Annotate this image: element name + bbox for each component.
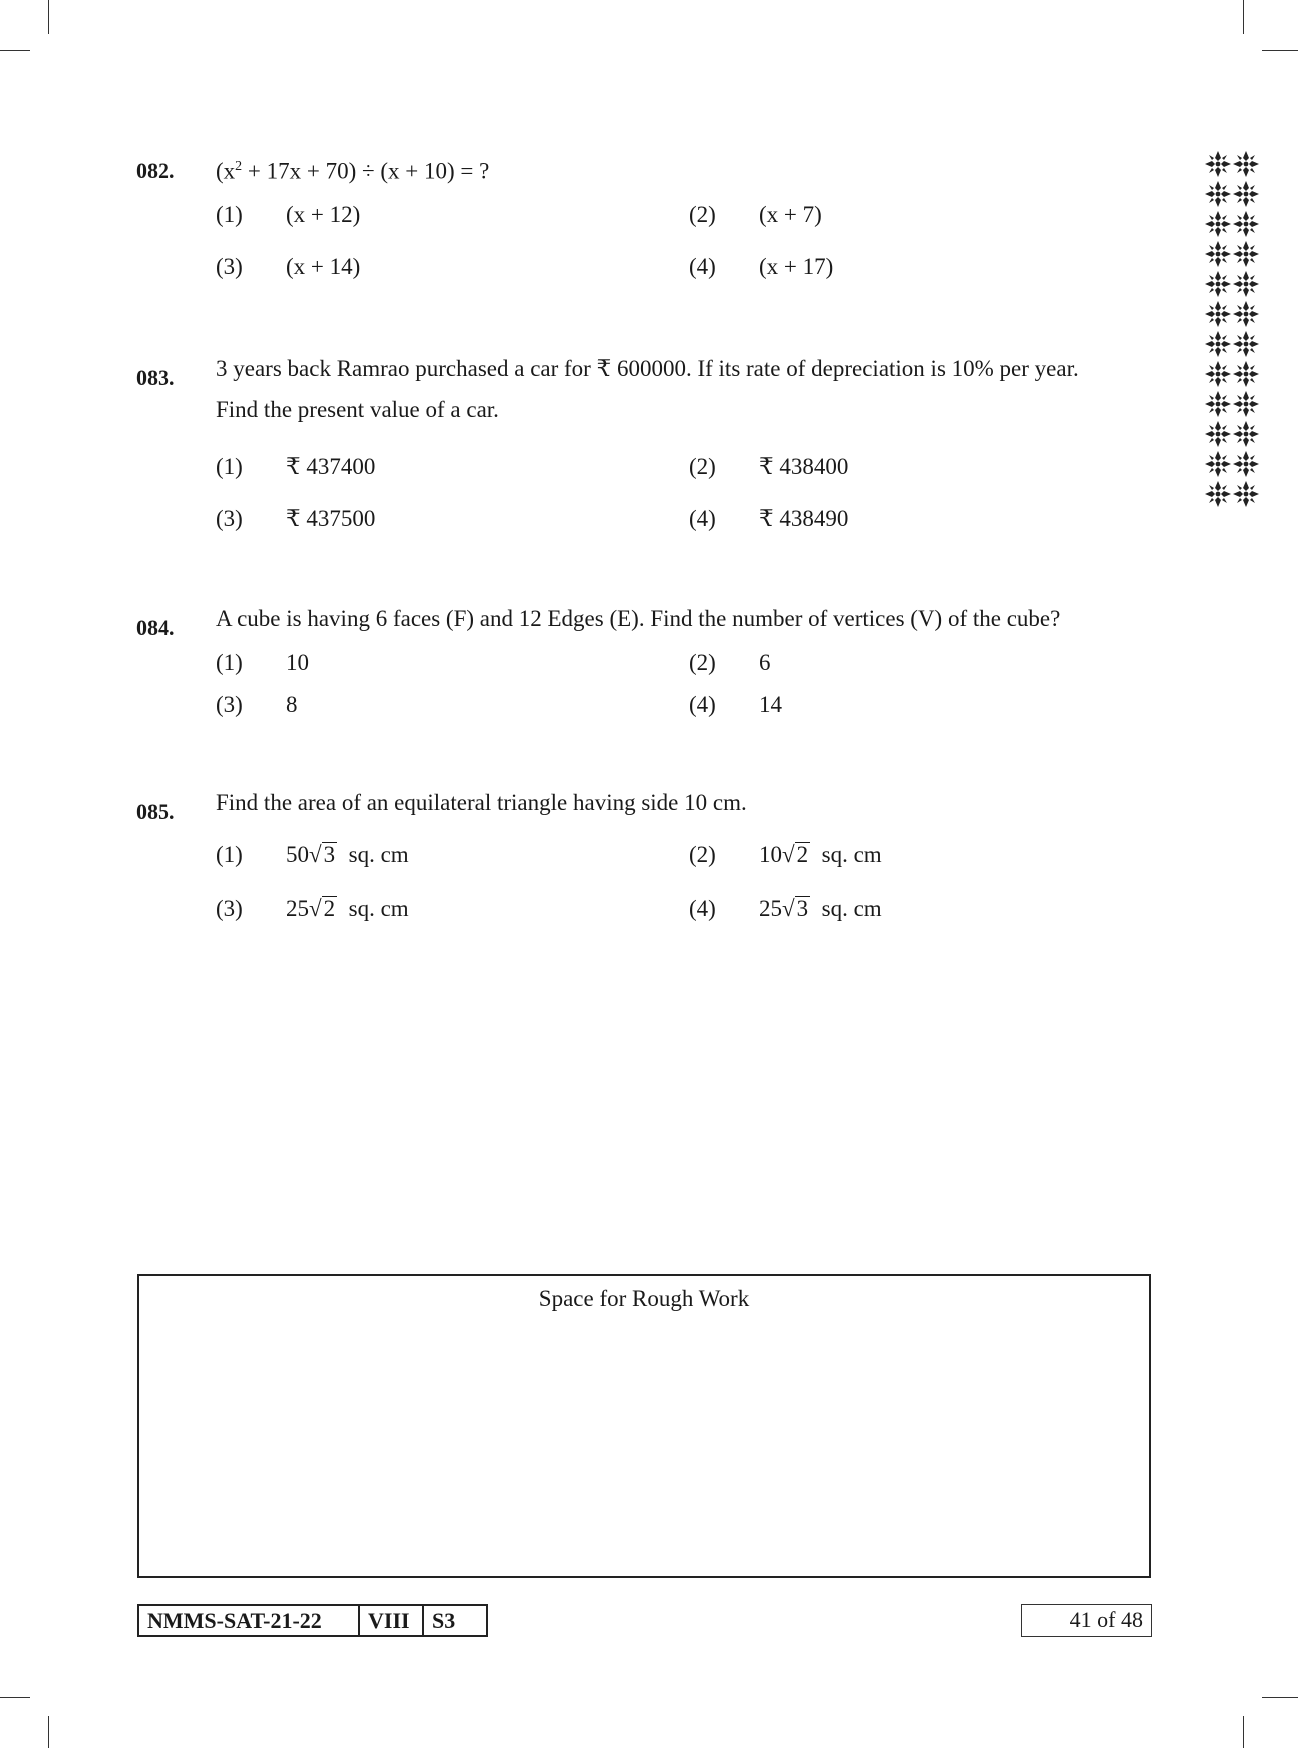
option-label: (3) bbox=[216, 896, 243, 921]
sqrt-symbol: √ bbox=[782, 842, 795, 867]
crop-mark bbox=[1262, 1697, 1298, 1698]
expr-rest: + 17x + 70) ÷ (x + 10) = ? bbox=[242, 158, 490, 184]
option-value: 6 bbox=[759, 650, 771, 675]
ornament-row bbox=[1204, 480, 1260, 508]
option-coefficient: 50 bbox=[286, 842, 309, 867]
option-value: ₹ 437400 bbox=[286, 454, 376, 479]
option-label: (2) bbox=[689, 202, 716, 227]
question-text-line: Find the present value of a car. bbox=[216, 397, 499, 422]
option-label: (3) bbox=[216, 254, 243, 279]
option-2[interactable] bbox=[689, 842, 882, 868]
option-1[interactable] bbox=[216, 650, 309, 676]
exam-code-box bbox=[137, 1604, 488, 1637]
option-3[interactable] bbox=[216, 254, 360, 280]
expr-exponent: 2 bbox=[235, 159, 243, 174]
option-unit: sq. cm bbox=[348, 896, 409, 921]
option-value: ₹ 438400 bbox=[759, 454, 849, 479]
question-text: Find the area of an equilateral triangle having side 10 cm. bbox=[216, 790, 747, 815]
sqrt-radicand: 2 bbox=[796, 842, 809, 867]
sqrt-radicand: 2 bbox=[323, 896, 336, 921]
ornament-column bbox=[1204, 150, 1260, 508]
option-3[interactable] bbox=[216, 692, 298, 718]
option-value: (x + 12) bbox=[286, 202, 361, 227]
rough-work-title: Space for Rough Work bbox=[538, 1286, 750, 1311]
crop-mark bbox=[48, 1716, 49, 1748]
option-4[interactable] bbox=[689, 692, 782, 718]
option-4[interactable] bbox=[689, 506, 848, 532]
option-value: 14 bbox=[759, 692, 782, 717]
option-label: (1) bbox=[216, 842, 243, 867]
option-value: ₹ 438490 bbox=[759, 506, 849, 531]
crop-mark bbox=[0, 50, 30, 51]
question-text: A cube is having 6 faces (F) and 12 Edges (E). Find the number of vertices (V) of the cube? bbox=[216, 606, 1061, 631]
sqrt-radicand: 3 bbox=[796, 896, 809, 921]
ornament-row bbox=[1204, 210, 1260, 238]
option-4[interactable] bbox=[689, 254, 833, 280]
option-coefficient: 25 bbox=[286, 896, 309, 921]
ornament-row bbox=[1204, 300, 1260, 328]
option-2[interactable] bbox=[689, 650, 771, 676]
option-value: 10 bbox=[286, 650, 309, 675]
option-3[interactable] bbox=[216, 506, 375, 532]
crop-mark bbox=[0, 1697, 30, 1698]
option-label: (4) bbox=[689, 692, 716, 717]
crop-mark bbox=[48, 0, 49, 34]
question-number: 083. bbox=[136, 365, 175, 390]
page-number: 41 of 48 bbox=[1021, 1604, 1152, 1637]
question-number: 085. bbox=[136, 799, 175, 824]
ornament-row bbox=[1204, 450, 1260, 478]
option-4[interactable] bbox=[689, 896, 882, 922]
option-label: (4) bbox=[689, 896, 716, 921]
set-code: S3 bbox=[432, 1608, 456, 1633]
option-value: ₹ 437500 bbox=[286, 506, 376, 531]
sqrt-symbol: √ bbox=[309, 842, 322, 867]
rough-work-box[interactable] bbox=[137, 1274, 1151, 1578]
option-value: (x + 14) bbox=[286, 254, 361, 279]
option-label: (1) bbox=[216, 454, 243, 479]
question-text bbox=[216, 146, 1216, 192]
option-label: (3) bbox=[216, 692, 243, 717]
crop-mark bbox=[1243, 0, 1244, 34]
question-text bbox=[216, 348, 1216, 430]
option-value: (x + 7) bbox=[759, 202, 822, 227]
option-label: (4) bbox=[689, 254, 716, 279]
question-number: 082. bbox=[136, 158, 175, 183]
exam-code: NMMS-SAT-21-22 bbox=[139, 1606, 360, 1635]
question-number: 084. bbox=[136, 615, 175, 640]
sqrt-symbol: √ bbox=[782, 896, 795, 921]
crop-mark bbox=[1243, 1716, 1244, 1748]
option-1[interactable] bbox=[216, 454, 375, 480]
sqrt-symbol: √ bbox=[309, 896, 322, 921]
option-2[interactable] bbox=[689, 202, 822, 228]
option-2[interactable] bbox=[689, 454, 848, 480]
question-text-line: 3 years back Ramrao purchased a car for ₹ 600000. If its rate of depreciation is 10% per year. bbox=[216, 356, 1079, 381]
option-coefficient: 25 bbox=[759, 896, 782, 921]
sqrt-radicand: 3 bbox=[323, 842, 336, 867]
option-1[interactable] bbox=[216, 202, 360, 228]
option-label: (3) bbox=[216, 506, 243, 531]
option-value: (x + 17) bbox=[759, 254, 834, 279]
option-coefficient: 10 bbox=[759, 842, 782, 867]
option-label: (1) bbox=[216, 650, 243, 675]
option-value: 8 bbox=[286, 692, 298, 717]
option-unit: sq. cm bbox=[821, 896, 882, 921]
option-label: (2) bbox=[689, 454, 716, 479]
ornament-row bbox=[1204, 240, 1260, 268]
option-label: (2) bbox=[689, 842, 716, 867]
option-3[interactable] bbox=[216, 896, 409, 922]
crop-mark bbox=[1262, 50, 1298, 51]
option-label: (4) bbox=[689, 506, 716, 531]
class-code: VIII bbox=[360, 1606, 424, 1635]
option-unit: sq. cm bbox=[821, 842, 882, 867]
option-label: (2) bbox=[689, 650, 716, 675]
expr-open: (x bbox=[216, 158, 236, 184]
option-unit: sq. cm bbox=[348, 842, 409, 867]
option-1[interactable] bbox=[216, 842, 409, 868]
ornament-row bbox=[1204, 270, 1260, 298]
option-label: (1) bbox=[216, 202, 243, 227]
